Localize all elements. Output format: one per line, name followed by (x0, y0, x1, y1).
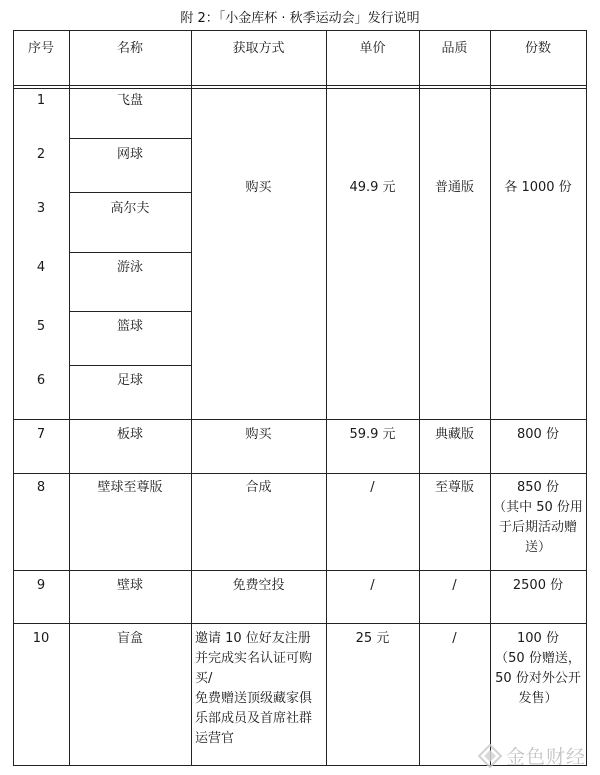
row-price: / (370, 578, 375, 593)
row-method-line: 运营官 (195, 731, 235, 746)
header-count: 份数 (524, 41, 551, 56)
row-count-line: 于后期活动赠 (498, 520, 577, 535)
row-count: 2500 份 (512, 578, 564, 593)
row-divider (69, 311, 191, 312)
row-name: 飞盘 (116, 93, 143, 108)
row-count-line: 发售） (518, 691, 558, 706)
row-count-line: 送） (524, 540, 551, 555)
row-price: / (370, 480, 375, 495)
row-divider (13, 473, 587, 474)
row-quality: 至尊版 (434, 480, 474, 495)
header-no: 序号 (27, 41, 54, 56)
table-border-top (13, 30, 587, 31)
row-name: 游泳 (116, 260, 143, 275)
group-price: 49.9 元 (349, 180, 396, 195)
header-divider-double (13, 88, 587, 89)
row-divider (13, 419, 587, 420)
row-divider (69, 365, 191, 366)
group-quality: 普通版 (434, 180, 474, 195)
row-quality: / (452, 631, 457, 646)
column-divider (326, 30, 327, 766)
column-divider (419, 30, 420, 766)
row-divider (69, 192, 191, 193)
row-count-line: （其中 50 份用 (493, 500, 583, 515)
watermark-text: 金色财经 (505, 746, 586, 768)
row-price: 59.9 元 (349, 427, 396, 442)
group-method: 购买 (245, 180, 272, 195)
row-method-line: 邀请 10 位好友注册 (195, 631, 311, 646)
row-divider (13, 623, 587, 624)
row-quality: 典藏版 (434, 427, 474, 442)
row-no: 5 (36, 319, 46, 334)
row-name: 高尔夫 (110, 201, 150, 216)
document-title: 附 2：「小金库杯 · 秋季运动会」发行说明 (180, 11, 420, 26)
row-count-line: 850 份 (517, 480, 559, 495)
row-no: 7 (36, 427, 46, 442)
row-no: 9 (36, 578, 46, 593)
header-divider (13, 85, 587, 86)
row-name: 网球 (116, 147, 143, 162)
row-quality: / (452, 578, 457, 593)
row-count: 800 份 (517, 427, 559, 442)
row-method-line: 买/ (195, 671, 213, 686)
column-divider (69, 30, 70, 766)
table-border-left (13, 30, 14, 766)
row-no: 4 (36, 260, 46, 275)
row-no: 2 (36, 147, 46, 162)
row-count-line: （50 份赠送， (495, 651, 581, 666)
header-name: 名称 (116, 41, 143, 56)
row-price: 25 元 (355, 631, 390, 646)
row-no: 8 (36, 480, 46, 495)
header-quality: 品质 (441, 41, 468, 56)
row-name: 壁球至尊版 (97, 480, 163, 495)
row-method: 购买 (245, 427, 272, 442)
table-border-right (586, 30, 587, 766)
row-divider (69, 252, 191, 253)
row-count-line: 100 份 (517, 631, 559, 646)
header-method: 获取方式 (232, 41, 285, 56)
header-price: 单价 (359, 41, 386, 56)
row-no: 10 (32, 631, 50, 646)
row-method-line: 免费赠送顶级藏家俱 (195, 691, 313, 706)
row-method: 合成 (245, 480, 272, 495)
row-divider (69, 138, 191, 139)
row-name: 壁球 (116, 578, 143, 593)
watermark-logo-icon (478, 744, 502, 768)
row-method: 免费空投 (232, 578, 285, 593)
row-name: 足球 (116, 373, 143, 388)
issuance-table (13, 30, 587, 766)
group-count: 各 1000 份 (504, 180, 572, 195)
row-no: 6 (36, 373, 46, 388)
watermark (478, 742, 586, 769)
row-count-line: 50 份对外公开 (495, 671, 581, 686)
row-no: 3 (36, 201, 46, 216)
row-name: 盲盒 (116, 631, 143, 646)
row-name: 板球 (116, 427, 143, 442)
row-divider (13, 570, 587, 571)
row-method-line: 并完成实名认证可购 (195, 651, 313, 666)
row-method-line: 乐部成员及首席社群 (195, 711, 313, 726)
row-name: 篮球 (116, 319, 143, 334)
row-no: 1 (36, 93, 46, 108)
